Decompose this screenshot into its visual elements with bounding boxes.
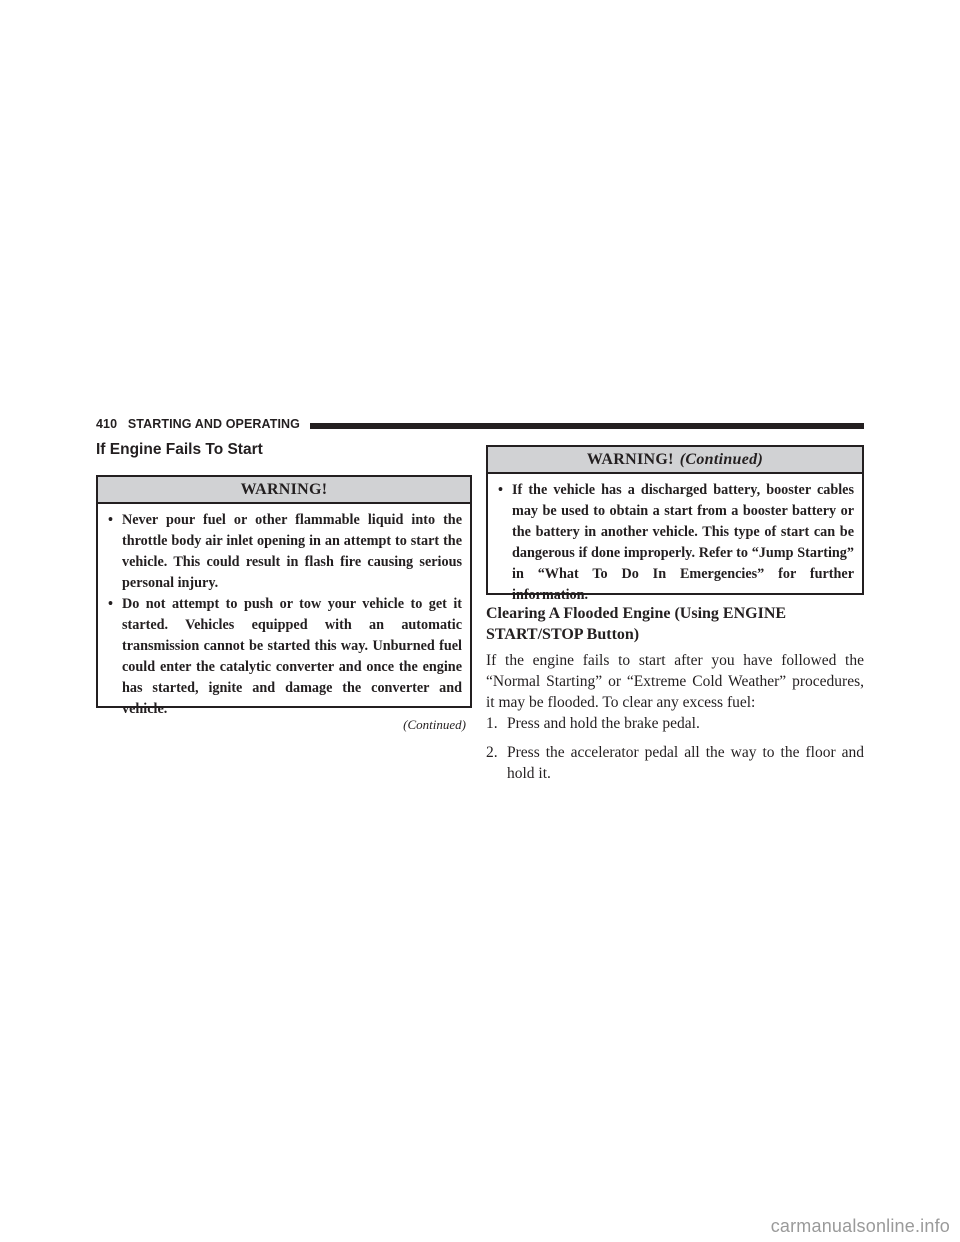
bullet-icon: •	[498, 482, 503, 498]
step-item	[486, 713, 864, 734]
warning-heading	[98, 477, 470, 504]
warning-item	[106, 510, 462, 594]
warning-box-continued	[486, 445, 864, 603]
bullet-icon: •	[108, 512, 113, 528]
warning-heading-text: WARNING!	[586, 451, 674, 468]
step-number: 2.	[486, 744, 498, 761]
warning-heading-suffix: (Continued)	[679, 451, 764, 468]
warning-item	[106, 594, 462, 720]
warning-box	[96, 475, 472, 717]
warning-heading-text: WARNING!	[240, 481, 328, 498]
header-rule	[310, 423, 864, 429]
step-text: Press the accelerator pedal all the way to the floor and hold it.	[507, 744, 864, 782]
section-name: STARTING AND OPERATING	[127, 417, 300, 431]
intro-paragraph: If the engine fails to start after you have followed the “Normal Starting” or “Extreme Cold Weather” procedures, it may be flooded. To clear any excess fuel:	[486, 652, 864, 711]
step-number: 1.	[486, 715, 498, 732]
continued-label: (Continued)	[403, 717, 466, 732]
watermark: carmanualsonline.info	[770, 1216, 950, 1236]
section-title: If Engine Fails To Start	[96, 441, 263, 458]
warning-item-text: If the vehicle has a discharged battery, booster cables may be used to obtain a start from a booster battery or the battery in another vehicle. This type of start can be dangerous if done improperly. Refer to “Jump Starting” in “What To Do In Emergencies” for further information.	[512, 482, 854, 603]
step-item	[486, 742, 864, 784]
page-number: 410	[96, 417, 118, 431]
warning-item-text: Never pour fuel or other flammable liquid into the throttle body air inlet opening in an attempt to start the vehicle. This could result in flash fire causing serious personal injury.	[122, 512, 462, 591]
subsection-heading: Clearing A Flooded Engine (Using ENGINE START/STOP Button)	[486, 605, 787, 643]
warning-item	[496, 480, 854, 606]
warning-heading	[488, 447, 862, 474]
warning-body	[488, 474, 862, 612]
step-text: Press and hold the brake pedal.	[507, 715, 700, 732]
bullet-icon: •	[108, 596, 113, 612]
warning-item-text: Do not attempt to push or tow your vehicle to get it started. Vehicles equipped with an automatic transmission cannot be started this way. Unburned fuel could enter the catalytic converter and once the engine has started, ignite and damage the converter and vehicle.	[122, 596, 462, 717]
page-header-label	[96, 417, 300, 431]
page-header	[96, 418, 864, 432]
warning-body	[98, 504, 470, 726]
